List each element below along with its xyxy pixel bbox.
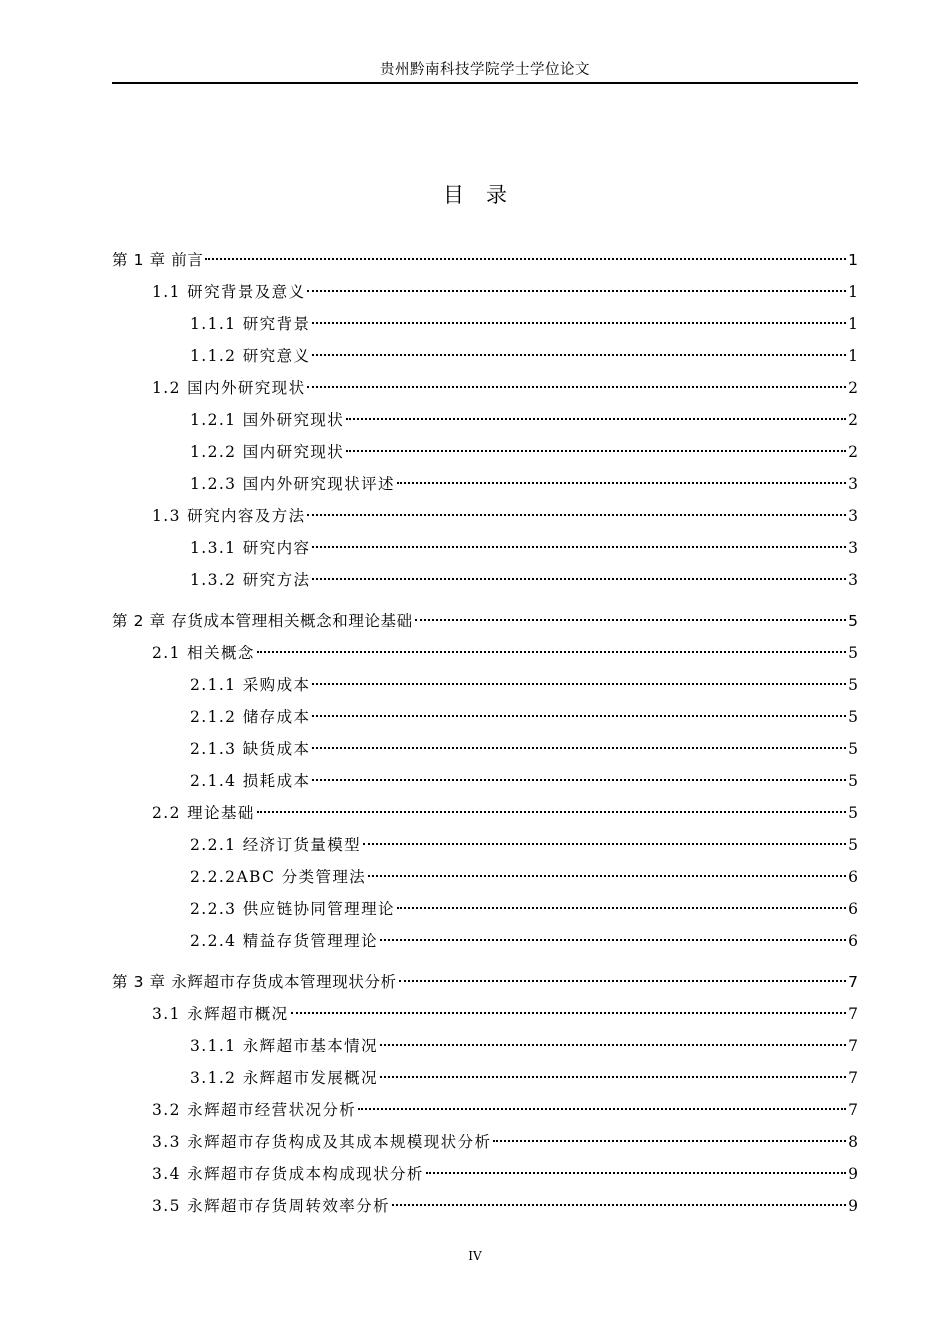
- toc-entry[interactable]: [112, 737, 858, 769]
- toc-entry[interactable]: [112, 248, 858, 280]
- toc-dot-leader: [312, 354, 846, 356]
- toc-entry[interactable]: [112, 440, 858, 472]
- toc-entry[interactable]: [112, 1066, 858, 1098]
- toc-dot-leader: [346, 418, 846, 420]
- toc-entry[interactable]: [112, 609, 858, 641]
- toc-dot-leader: [205, 258, 846, 260]
- toc-entry-page: 5: [848, 676, 858, 694]
- toc-entry-label: 3.2 永辉超市经营状况分析: [152, 1101, 357, 1119]
- toc-entry[interactable]: [112, 865, 858, 897]
- toc-entry-label: 1.2 国内外研究现状: [152, 379, 306, 397]
- toc-entry[interactable]: [112, 673, 858, 705]
- toc-entry-page: 5: [848, 836, 858, 854]
- toc-entry[interactable]: [112, 472, 858, 504]
- toc-entry[interactable]: [112, 536, 858, 568]
- toc-dot-leader: [358, 1108, 846, 1110]
- toc-entry-label: 2.1.1 采购成本: [190, 676, 311, 694]
- toc-entry-label: 1.2.3 国内外研究现状评述: [190, 475, 395, 493]
- toc-entry-label: 2.1 相关概念: [152, 644, 255, 662]
- toc-entry-page: 9: [848, 1165, 858, 1183]
- toc-entry-page: 3: [848, 539, 858, 557]
- toc-entry-label: 3.3 永辉超市存货构成及其成本规模现状分析: [152, 1133, 492, 1151]
- toc-entry[interactable]: [112, 929, 858, 961]
- header-rule: [112, 82, 858, 84]
- toc-dot-leader: [307, 514, 846, 516]
- toc-entry-page: 6: [848, 932, 858, 950]
- toc-entry-label: 3.1.1 永辉超市基本情况: [190, 1037, 378, 1055]
- toc-title: 目录: [443, 183, 529, 207]
- toc-dot-leader: [392, 1204, 846, 1206]
- toc-entry[interactable]: [112, 897, 858, 929]
- toc-dot-leader: [312, 715, 846, 717]
- toc-entry-label: 2.2.1 经济订货量模型: [190, 836, 362, 854]
- toc-dot-leader: [312, 578, 846, 580]
- toc-dot-leader: [380, 1044, 846, 1046]
- toc-entry-page: 6: [848, 868, 858, 886]
- toc-entry-page: 3: [848, 475, 858, 493]
- toc-entry-label: 2.2 理论基础: [152, 804, 255, 822]
- toc-entry-label: 2.1.2 储存成本: [190, 708, 311, 726]
- toc-entry[interactable]: [112, 376, 858, 408]
- toc-entry[interactable]: [112, 705, 858, 737]
- toc-dot-leader: [312, 747, 846, 749]
- toc-entry-label: 3.1.2 永辉超市发展概况: [190, 1069, 378, 1087]
- toc-dot-leader: [257, 651, 846, 653]
- toc-entry[interactable]: [112, 504, 858, 536]
- toc-entry-label: 2.1.3 缺货成本: [190, 740, 311, 758]
- toc-entry-page: 5: [848, 804, 858, 822]
- toc-entry[interactable]: [112, 280, 858, 312]
- toc-entry[interactable]: [112, 769, 858, 801]
- toc-entry[interactable]: [112, 1130, 858, 1162]
- toc-entry[interactable]: [112, 1098, 858, 1130]
- toc-dot-leader: [380, 1076, 846, 1078]
- toc-entry-page: 7: [848, 1069, 858, 1087]
- toc-dot-leader: [415, 619, 846, 621]
- toc-entry[interactable]: [112, 801, 858, 833]
- toc-entry-label: 1.1.2 研究意义: [190, 347, 311, 365]
- toc-dot-leader: [312, 683, 846, 685]
- toc-entry[interactable]: [112, 833, 858, 865]
- toc-entry-page: 1: [848, 347, 858, 365]
- toc-dot-leader: [257, 811, 846, 813]
- toc-entry-label: 第 1 章 前言: [112, 251, 204, 269]
- toc-entry[interactable]: [112, 312, 858, 344]
- toc-entry[interactable]: [112, 641, 858, 673]
- toc-dot-leader: [397, 907, 846, 909]
- toc-dot-leader: [346, 450, 846, 452]
- toc-entry[interactable]: [112, 1194, 858, 1226]
- toc-entry-label: 1.3 研究内容及方法: [152, 507, 306, 525]
- toc-dot-leader: [312, 546, 846, 548]
- toc-entry-label: 2.2.4 精益存货管理理论: [190, 932, 378, 950]
- toc-entry-page: 7: [848, 973, 858, 991]
- toc-dot-leader: [312, 779, 846, 781]
- toc-entry-label: 1.3.2 研究方法: [190, 571, 311, 589]
- toc-entry-label: 2.1.4 损耗成本: [190, 772, 311, 790]
- toc-dot-leader: [399, 980, 846, 982]
- toc-dot-leader: [426, 1172, 846, 1174]
- toc-entry-page: 2: [848, 443, 858, 461]
- toc-entry-label: 2.2.3 供应链协同管理理论: [190, 900, 395, 918]
- toc-entry[interactable]: [112, 1034, 858, 1066]
- toc-dot-leader: [363, 843, 846, 845]
- toc-entry-page: 6: [848, 900, 858, 918]
- toc-entry-page: 1: [848, 315, 858, 333]
- toc-entry-page: 2: [848, 411, 858, 429]
- toc-entry-page: 3: [848, 507, 858, 525]
- toc-entry[interactable]: [112, 408, 858, 440]
- toc-entry-label: 3.5 永辉超市存货周转效率分析: [152, 1197, 390, 1215]
- running-header: 贵州黔南科技学院学士学位论文: [380, 62, 590, 78]
- toc-entry-page: 7: [848, 1037, 858, 1055]
- toc-entry-page: 1: [848, 283, 858, 301]
- page-number: IV: [468, 1249, 482, 1263]
- toc-entry-page: 7: [848, 1101, 858, 1119]
- table-of-contents: [112, 248, 858, 1226]
- toc-entry-label: 2.2.2ABC 分类管理法: [190, 868, 367, 886]
- toc-entry[interactable]: [112, 1002, 858, 1034]
- toc-entry-label: 第 3 章 永辉超市存货成本管理现状分析: [112, 973, 397, 991]
- toc-entry-page: 5: [848, 612, 858, 630]
- toc-entry-label: 1.2.2 国内研究现状: [190, 443, 345, 461]
- toc-entry[interactable]: [112, 970, 858, 1002]
- toc-entry[interactable]: [112, 1162, 858, 1194]
- toc-entry-label: 1.1 研究背景及意义: [152, 283, 306, 301]
- toc-entry[interactable]: [112, 568, 858, 600]
- toc-entry-page: 2: [848, 379, 858, 397]
- toc-entry-label: 1.2.1 国外研究现状: [190, 411, 345, 429]
- toc-entry-label: 1.3.1 研究内容: [190, 539, 311, 557]
- toc-dot-leader: [397, 482, 846, 484]
- toc-entry-page: 7: [848, 1005, 858, 1023]
- toc-entry-page: 8: [848, 1133, 858, 1151]
- toc-dot-leader: [380, 939, 846, 941]
- toc-entry-page: 5: [848, 740, 858, 758]
- toc-entry-page: 5: [848, 708, 858, 726]
- toc-entry-page: 1: [848, 251, 858, 269]
- toc-dot-leader: [307, 386, 846, 388]
- toc-dot-leader: [307, 290, 846, 292]
- toc-entry-page: 3: [848, 571, 858, 589]
- toc-dot-leader: [368, 875, 846, 877]
- toc-entry-label: 3.4 永辉超市存货成本构成现状分析: [152, 1165, 424, 1183]
- toc-entry-label: 1.1.1 研究背景: [190, 315, 311, 333]
- toc-entry-label: 第 2 章 存货成本管理相关概念和理论基础: [112, 612, 413, 630]
- toc-entry-page: 5: [848, 772, 858, 790]
- toc-entry-page: 9: [848, 1197, 858, 1215]
- toc-dot-leader: [493, 1140, 846, 1142]
- toc-dot-leader: [291, 1012, 847, 1014]
- toc-entry-page: 5: [848, 644, 858, 662]
- toc-dot-leader: [312, 322, 846, 324]
- toc-entry[interactable]: [112, 344, 858, 376]
- toc-entry-label: 3.1 永辉超市概况: [152, 1005, 289, 1023]
